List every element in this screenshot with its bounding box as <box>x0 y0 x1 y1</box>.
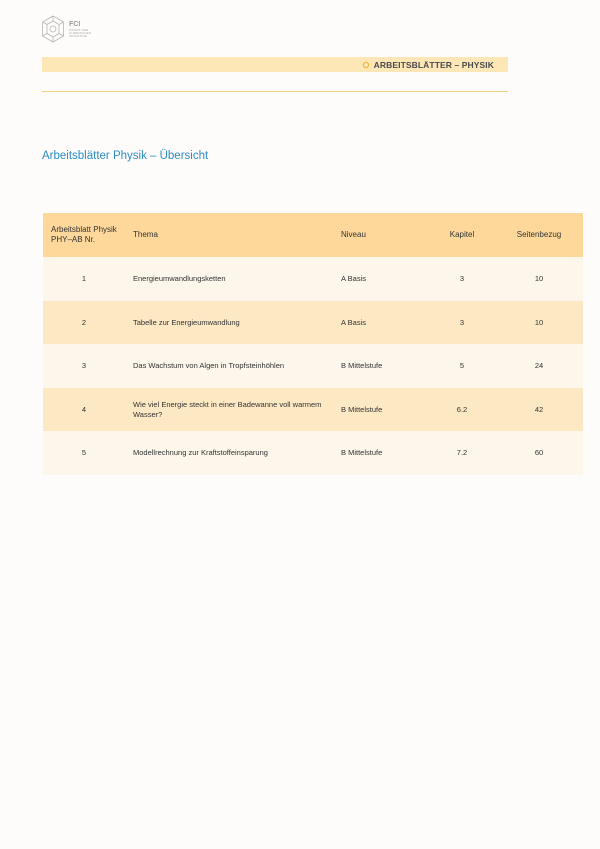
cell-niveau: B Mittelstufe <box>333 431 429 475</box>
cell-thema: Wie viel Energie steckt in einer Badewanne voll warmem Wasser? <box>125 388 333 432</box>
cell-kapitel: 3 <box>429 257 495 301</box>
cell-kapitel: 5 <box>429 344 495 388</box>
cell-thema: Tabelle zur Energieumwandlung <box>125 301 333 345</box>
cell-niveau: A Basis <box>333 301 429 345</box>
cell-kapitel: 7.2 <box>429 431 495 475</box>
fci-hexagon-logo-icon <box>41 15 65 43</box>
table-header-row <box>43 213 583 257</box>
cell-nr: 2 <box>43 301 125 345</box>
cell-seitenbezug: 24 <box>495 344 583 388</box>
header-bar <box>42 57 508 72</box>
header-label <box>362 60 508 70</box>
header-nr: Arbeitsblatt Physik PHY–AB Nr. <box>43 213 125 257</box>
cell-nr: 3 <box>43 344 125 388</box>
header-niveau: Niveau <box>333 213 429 257</box>
table-row <box>43 301 583 345</box>
cell-niveau: B Mittelstufe <box>333 388 429 432</box>
cell-seitenbezug: 10 <box>495 301 583 345</box>
overview-table <box>43 213 583 475</box>
logo <box>41 14 95 44</box>
header-thema: Thema <box>125 213 333 257</box>
cell-kapitel: 3 <box>429 301 495 345</box>
cell-nr: 4 <box>43 388 125 432</box>
sun-icon <box>362 61 370 69</box>
cell-kapitel: 6.2 <box>429 388 495 432</box>
table-row <box>43 431 583 475</box>
header-divider <box>42 91 508 92</box>
cell-seitenbezug: 60 <box>495 431 583 475</box>
table-row <box>43 388 583 432</box>
cell-niveau: A Basis <box>333 257 429 301</box>
cell-nr: 5 <box>43 431 125 475</box>
header-seitenbezug: Seitenbezug <box>495 213 583 257</box>
cell-niveau: B Mittelstufe <box>333 344 429 388</box>
cell-seitenbezug: 42 <box>495 388 583 432</box>
header-kapitel: Kapitel <box>429 213 495 257</box>
cell-thema: Modellrechnung zur Kraftstoffeinsparung <box>125 431 333 475</box>
logo-subtitle: FONDS DER CHEMISCHEN INDUSTRIE <box>69 27 92 38</box>
cell-seitenbezug: 10 <box>495 257 583 301</box>
cell-thema: Energieumwandlungsketten <box>125 257 333 301</box>
page-title: Arbeitsblätter Physik – Übersicht <box>42 150 209 162</box>
table-row <box>43 257 583 301</box>
cell-nr: 1 <box>43 257 125 301</box>
logo-name: FCI <box>69 20 81 28</box>
header-label-text: ARBEITSBLÄTTER – PHYSIK <box>373 59 494 70</box>
cell-thema: Das Wachstum von Algen in Tropfsteinhöhlen <box>125 344 333 388</box>
table-row <box>43 344 583 388</box>
